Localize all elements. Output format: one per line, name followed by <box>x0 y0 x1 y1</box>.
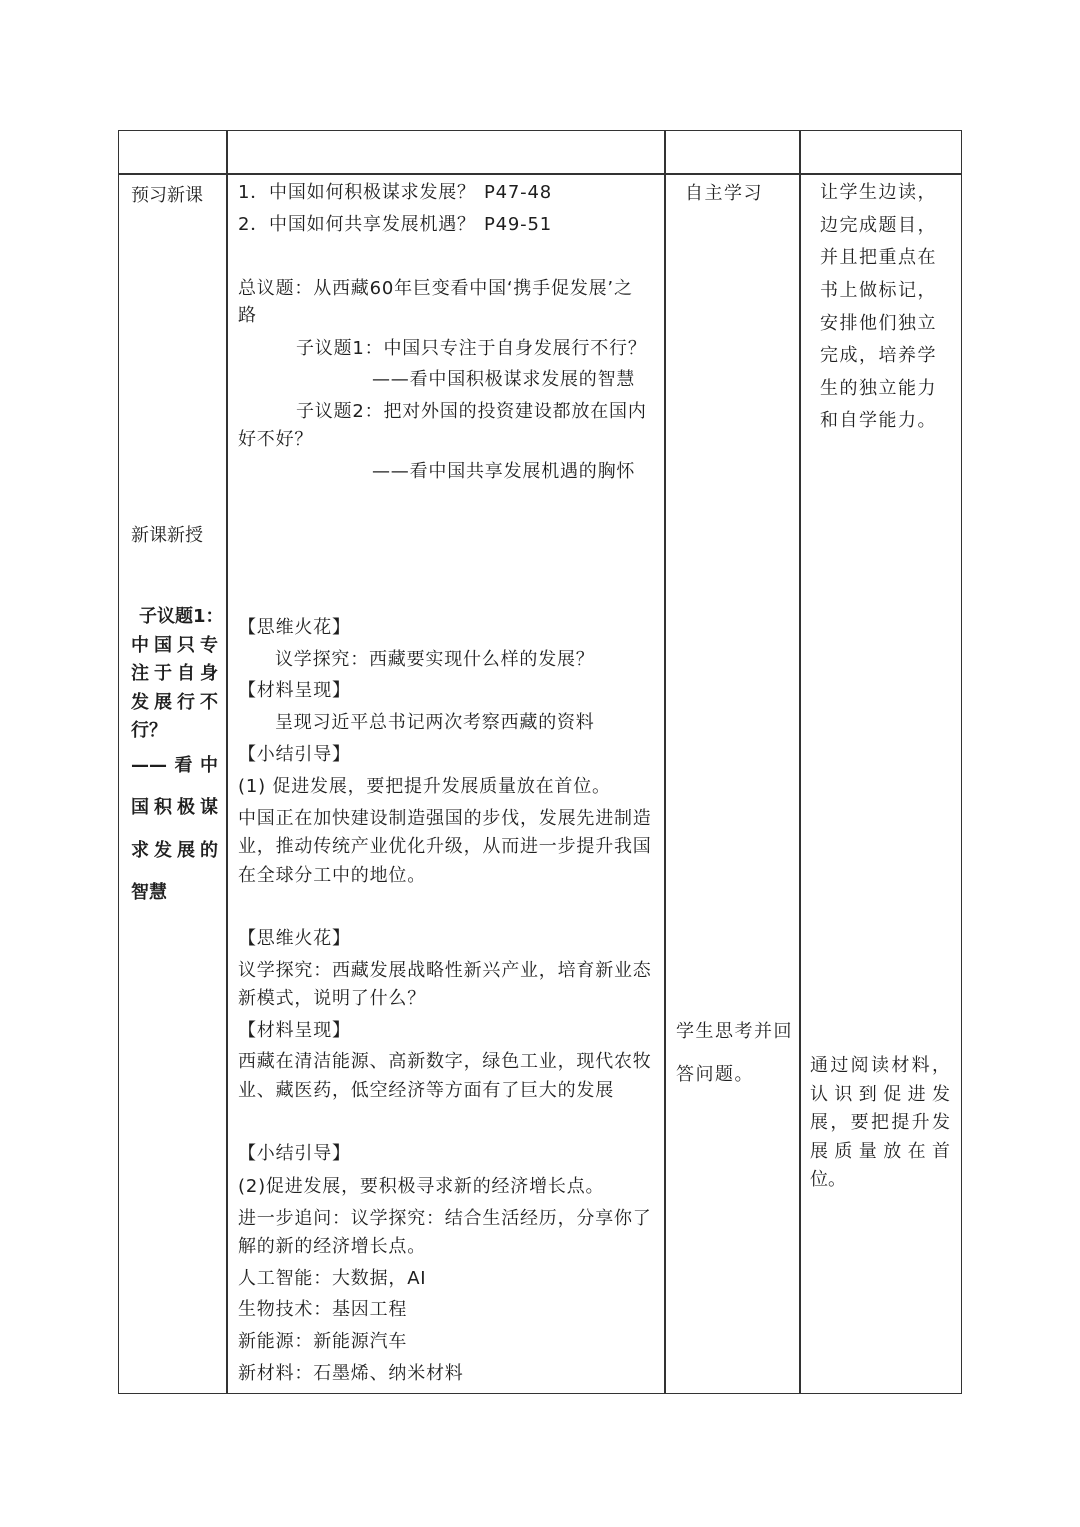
intent-preview-line: 让学生边读， <box>820 182 937 203</box>
intent-preview-line: 完成，培养学 <box>820 345 937 366</box>
header-cell-stage <box>120 132 225 172</box>
part2-example: 生物技术：基因工程 <box>238 1299 408 1320</box>
part2-follow-up: 进一步追问：议学探究：结合生活经历，分享你了 <box>238 1208 652 1229</box>
intent-reading-line: 展质量放在首 <box>810 1141 950 1162</box>
student-think-answer: 学生思考并回 <box>676 1021 793 1042</box>
part2-follow-up: 解的新的经济增长点。 <box>238 1236 426 1257</box>
sub-topic-2-question: 子议题2：把对外国的投资建设都放在国内 <box>296 401 647 422</box>
stage-subtopic-line: 行？ <box>131 720 167 741</box>
header-cell-content <box>228 132 663 172</box>
intent-reading-line: 位。 <box>810 1169 846 1190</box>
part2-summary-point: (2)促进发展，要积极寻求新的经济增长点。 <box>238 1176 605 1197</box>
preview-question-2-pages: P49-51 <box>484 214 552 235</box>
intent-preview-line: 并且把重点在 <box>820 247 937 268</box>
intent-reading-line: 展，要把提升发 <box>810 1112 950 1133</box>
intent-preview-line: 边完成题目， <box>820 215 937 236</box>
part2-example: 人工智能：大数据，AI <box>238 1268 427 1289</box>
intent-preview-line: 生的独立能力 <box>820 378 937 399</box>
sub-topic-2-subtitle: ——看中国共享发展机遇的胸怀 <box>372 461 636 482</box>
stage-subtopic-line: 国积极谋 <box>131 797 218 818</box>
part1-inquiry: 议学探究：西藏要实现什么样的发展？ <box>275 649 595 670</box>
sub-topic-1-question: 子议题1：中国只专注于自身发展行不行？ <box>296 338 647 359</box>
stage-new-lesson: 新课新授 <box>131 525 203 546</box>
stage-subtopic-line: ——看中 <box>131 755 218 776</box>
part1-spark-heading: 【思维火花】 <box>238 617 351 638</box>
part2-example: 新能源：新能源汽车 <box>238 1331 408 1352</box>
stage-subtopic-line: 发展行不 <box>131 692 218 713</box>
intent-reading-line: 通过阅读材料， <box>810 1055 950 1076</box>
student-think-answer: 答问题。 <box>676 1064 754 1085</box>
stage-subtopic-line: 子议题1： <box>139 606 224 627</box>
part1-summary-heading: 【小结引导】 <box>238 744 351 765</box>
intent-preview-line: 和自学能力。 <box>820 410 937 431</box>
column-divider-3 <box>799 131 801 1393</box>
part2-example: 新材料：石墨烯、纳米材料 <box>238 1363 464 1384</box>
column-divider-2 <box>664 131 666 1393</box>
part1-material: 呈现习近平总书记两次考察西藏的资料 <box>275 712 595 733</box>
main-topic-line: 路 <box>238 305 257 326</box>
part2-inquiry: 议学探究：西藏发展战略性新兴产业，培育新业态 <box>238 960 652 981</box>
intent-preview-line: 书上做标记， <box>820 280 937 301</box>
stage-subtopic-line: 求发展的 <box>131 840 218 861</box>
student-self-study: 自主学习 <box>685 183 763 204</box>
part2-inquiry: 新模式，说明了什么？ <box>238 988 426 1009</box>
part1-material-heading: 【材料呈现】 <box>238 680 351 701</box>
sub-topic-1-subtitle: ——看中国积极谋求发展的智慧 <box>372 369 636 390</box>
stage-preview: 预习新课 <box>131 185 203 206</box>
header-cell-student <box>666 132 798 172</box>
part1-summary-detail: 在全球分工中的地位。 <box>238 865 426 886</box>
part1-summary-point: (1) 促进发展，要把提升发展质量放在首位。 <box>238 776 611 797</box>
preview-question-1-pages: P47-48 <box>484 182 552 203</box>
main-topic-line: 总议题：从西藏60年巨变看中国‘携手促发展’之 <box>238 278 633 299</box>
header-cell-intent <box>801 132 959 172</box>
stage-subtopic-line: 中国只专 <box>131 635 218 656</box>
intent-reading-line: 认识到促进发 <box>810 1084 950 1105</box>
sub-topic-2-question: 好不好？ <box>238 429 314 450</box>
part2-spark-heading: 【思维火花】 <box>238 928 351 949</box>
stage-subtopic-line: 注于自身 <box>131 663 218 684</box>
preview-question-2: 2．中国如何共享发展机遇？ <box>238 214 476 235</box>
stage-subtopic-line: 智慧 <box>131 882 167 903</box>
part1-summary-detail: 业，推动传统产业优化升级，从而进一步提升我国 <box>238 836 652 857</box>
preview-question-1: 1．中国如何积极谋求发展？ <box>238 182 476 203</box>
part2-material-heading: 【材料呈现】 <box>238 1020 351 1041</box>
part2-material: 业、藏医药，低空经济等方面有了巨大的发展 <box>238 1080 614 1101</box>
intent-preview-line: 安排他们独立 <box>820 313 937 334</box>
part2-summary-heading: 【小结引导】 <box>238 1143 351 1164</box>
header-row-divider <box>119 173 961 175</box>
part1-summary-detail: 中国正在加快建设制造强国的步伐，发展先进制造 <box>238 808 652 829</box>
part2-material: 西藏在清洁能源、高新数字，绿色工业，现代农牧 <box>238 1051 652 1072</box>
column-divider-1 <box>226 131 228 1393</box>
